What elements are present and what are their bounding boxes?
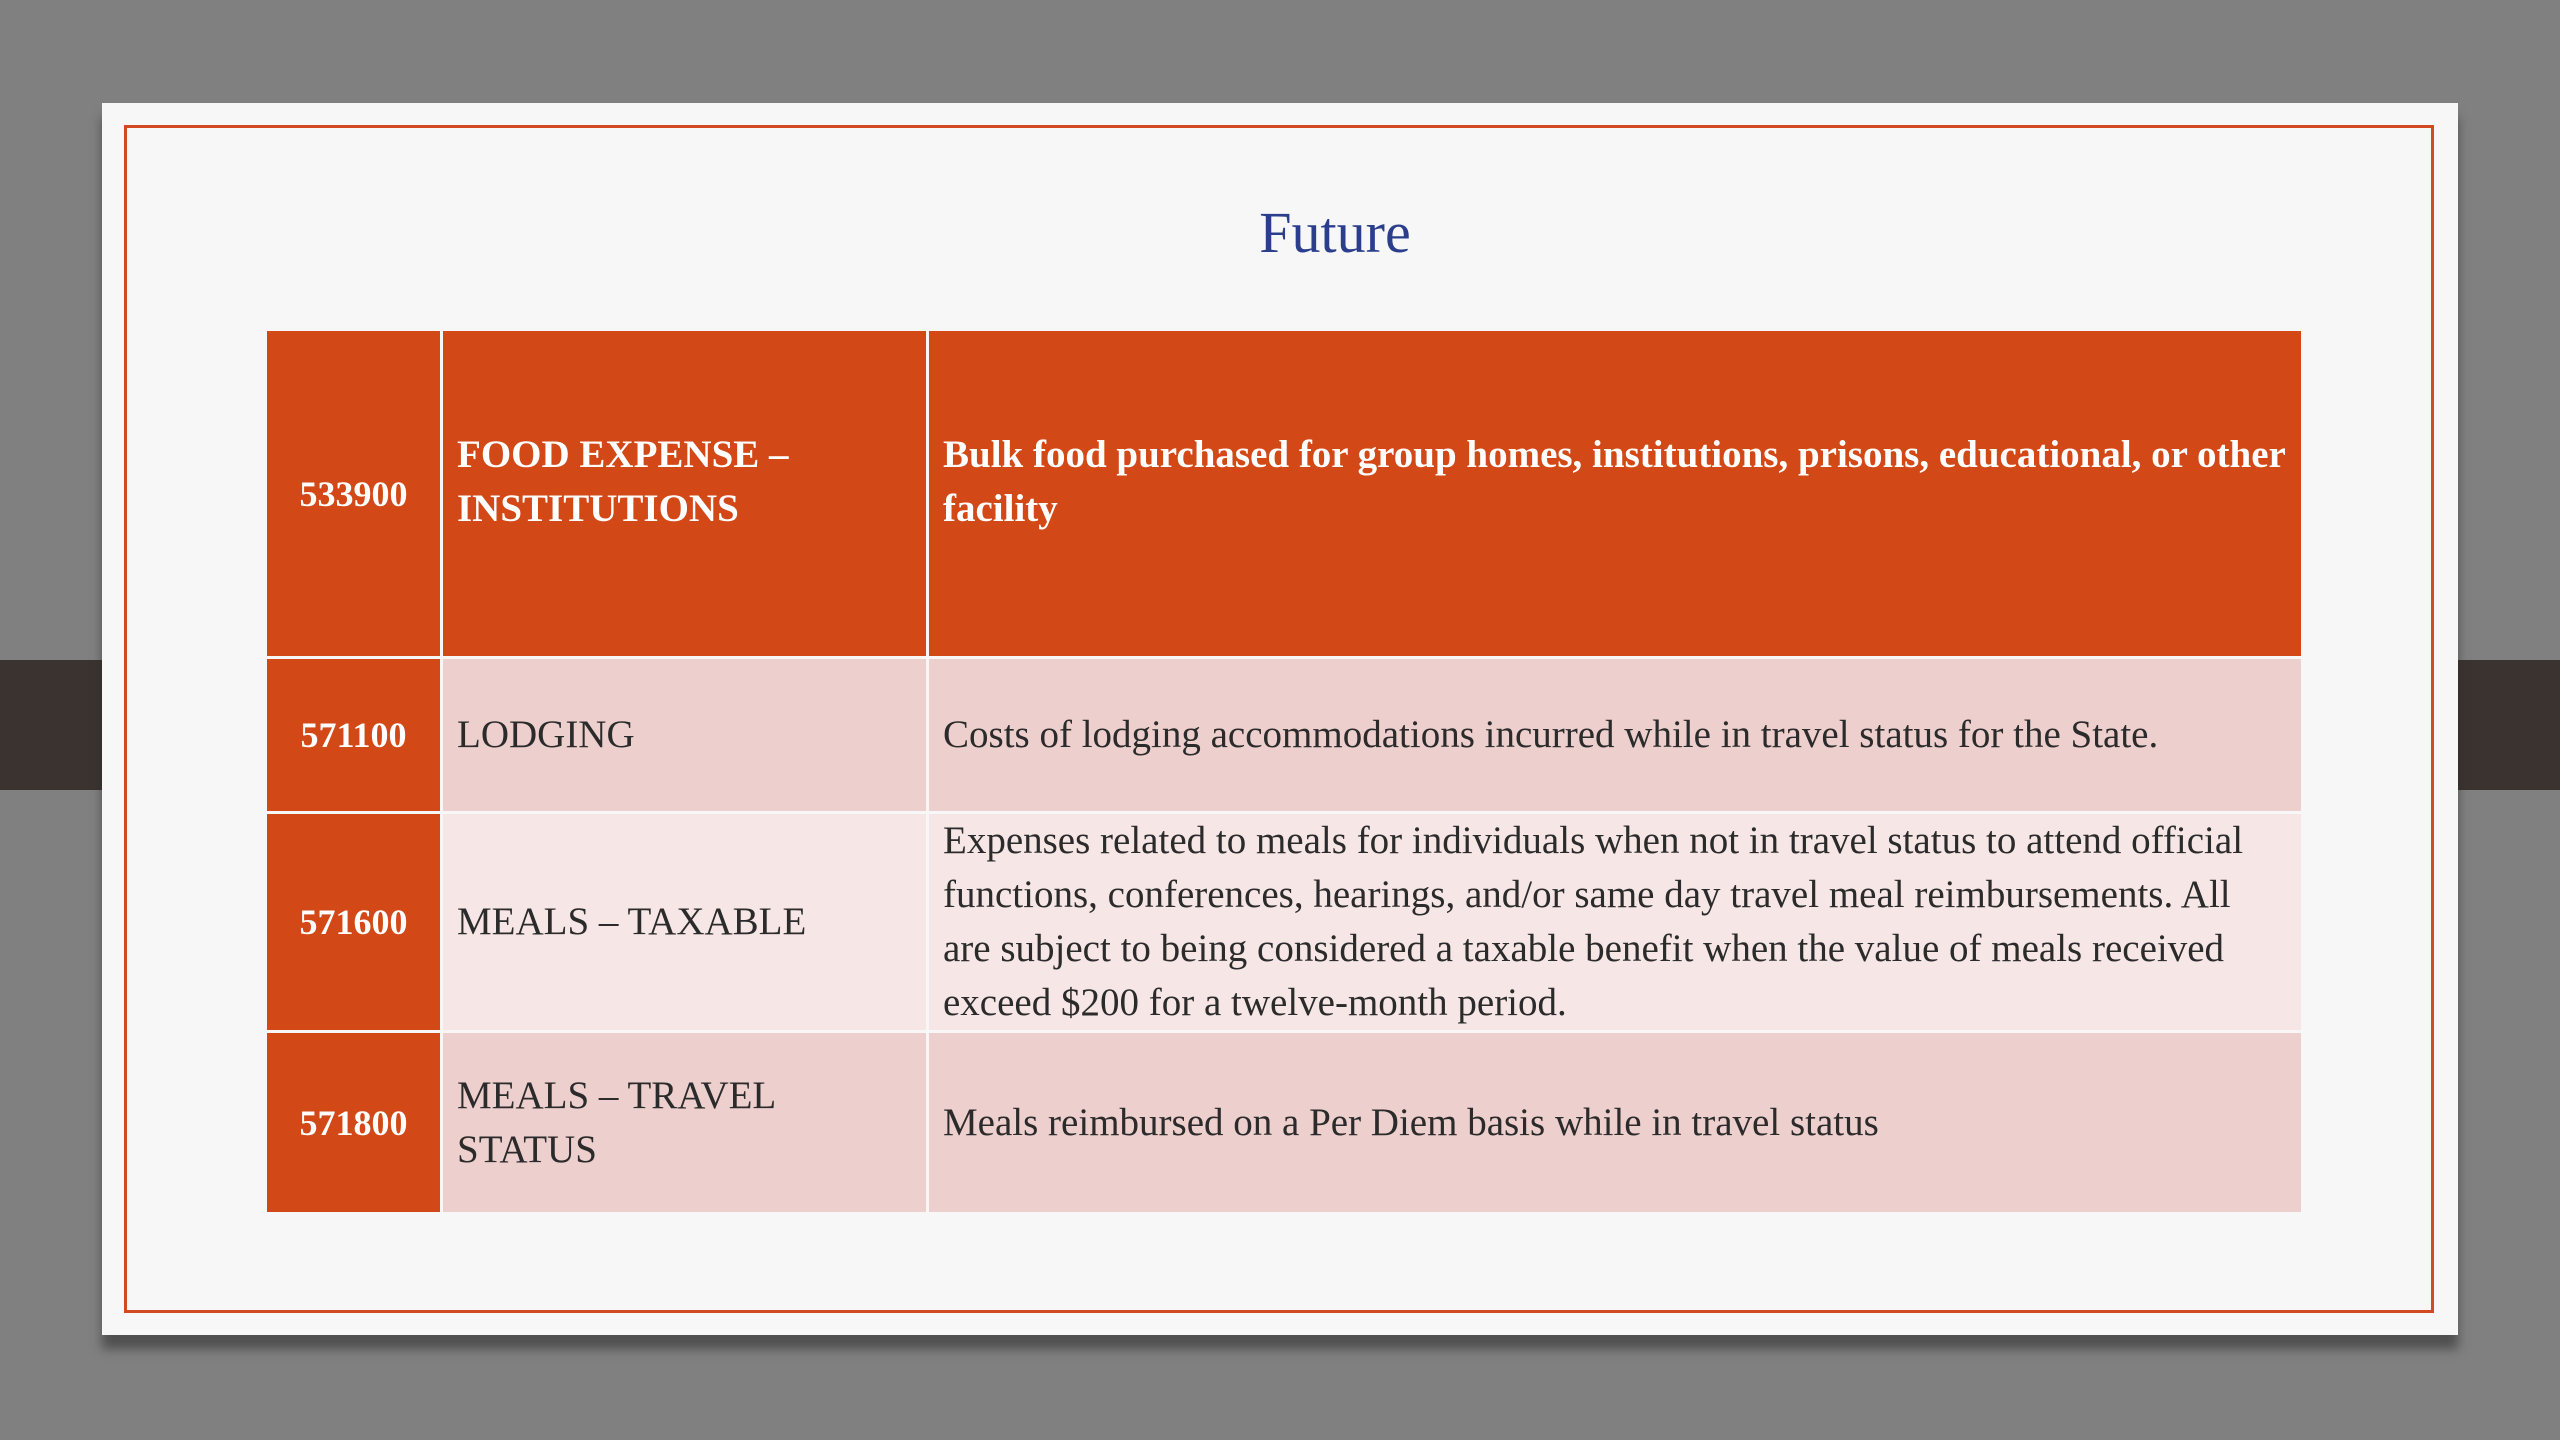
table-row: [266, 330, 2303, 658]
table-row: [266, 813, 2303, 1032]
table-row: [266, 658, 2303, 813]
row-description: Expenses related to meals for individuals when not in travel status to attend official functions, conferences, hearings, and/or same day travel meal reimbursements. All are subject to being considered a taxable benefit when the value of meals received exceed $200 for a twelve-month period.: [928, 813, 2303, 1032]
slide: [102, 103, 2458, 1335]
row-name: MEALS – TRAVEL STATUS: [442, 1032, 928, 1214]
row-name: LODGING: [442, 658, 928, 813]
row-code: 571800: [266, 1032, 442, 1214]
row-description: Bulk food purchased for group homes, institutions, prisons, educational, or other facility: [928, 330, 2303, 658]
expense-code-table: [264, 328, 2304, 1215]
row-description: Costs of lodging accommodations incurred while in travel status for the State.: [928, 658, 2303, 813]
row-code: 571600: [266, 813, 442, 1032]
row-description: Meals reimbursed on a Per Diem basis while in travel status: [928, 1032, 2303, 1214]
row-code: 533900: [266, 330, 442, 658]
slide-title: Future: [1259, 200, 1411, 265]
row-name: FOOD EXPENSE – INSTITUTIONS: [442, 330, 928, 658]
row-name: MEALS – TAXABLE: [442, 813, 928, 1032]
table-row: [266, 1032, 2303, 1214]
row-code: 571100: [266, 658, 442, 813]
